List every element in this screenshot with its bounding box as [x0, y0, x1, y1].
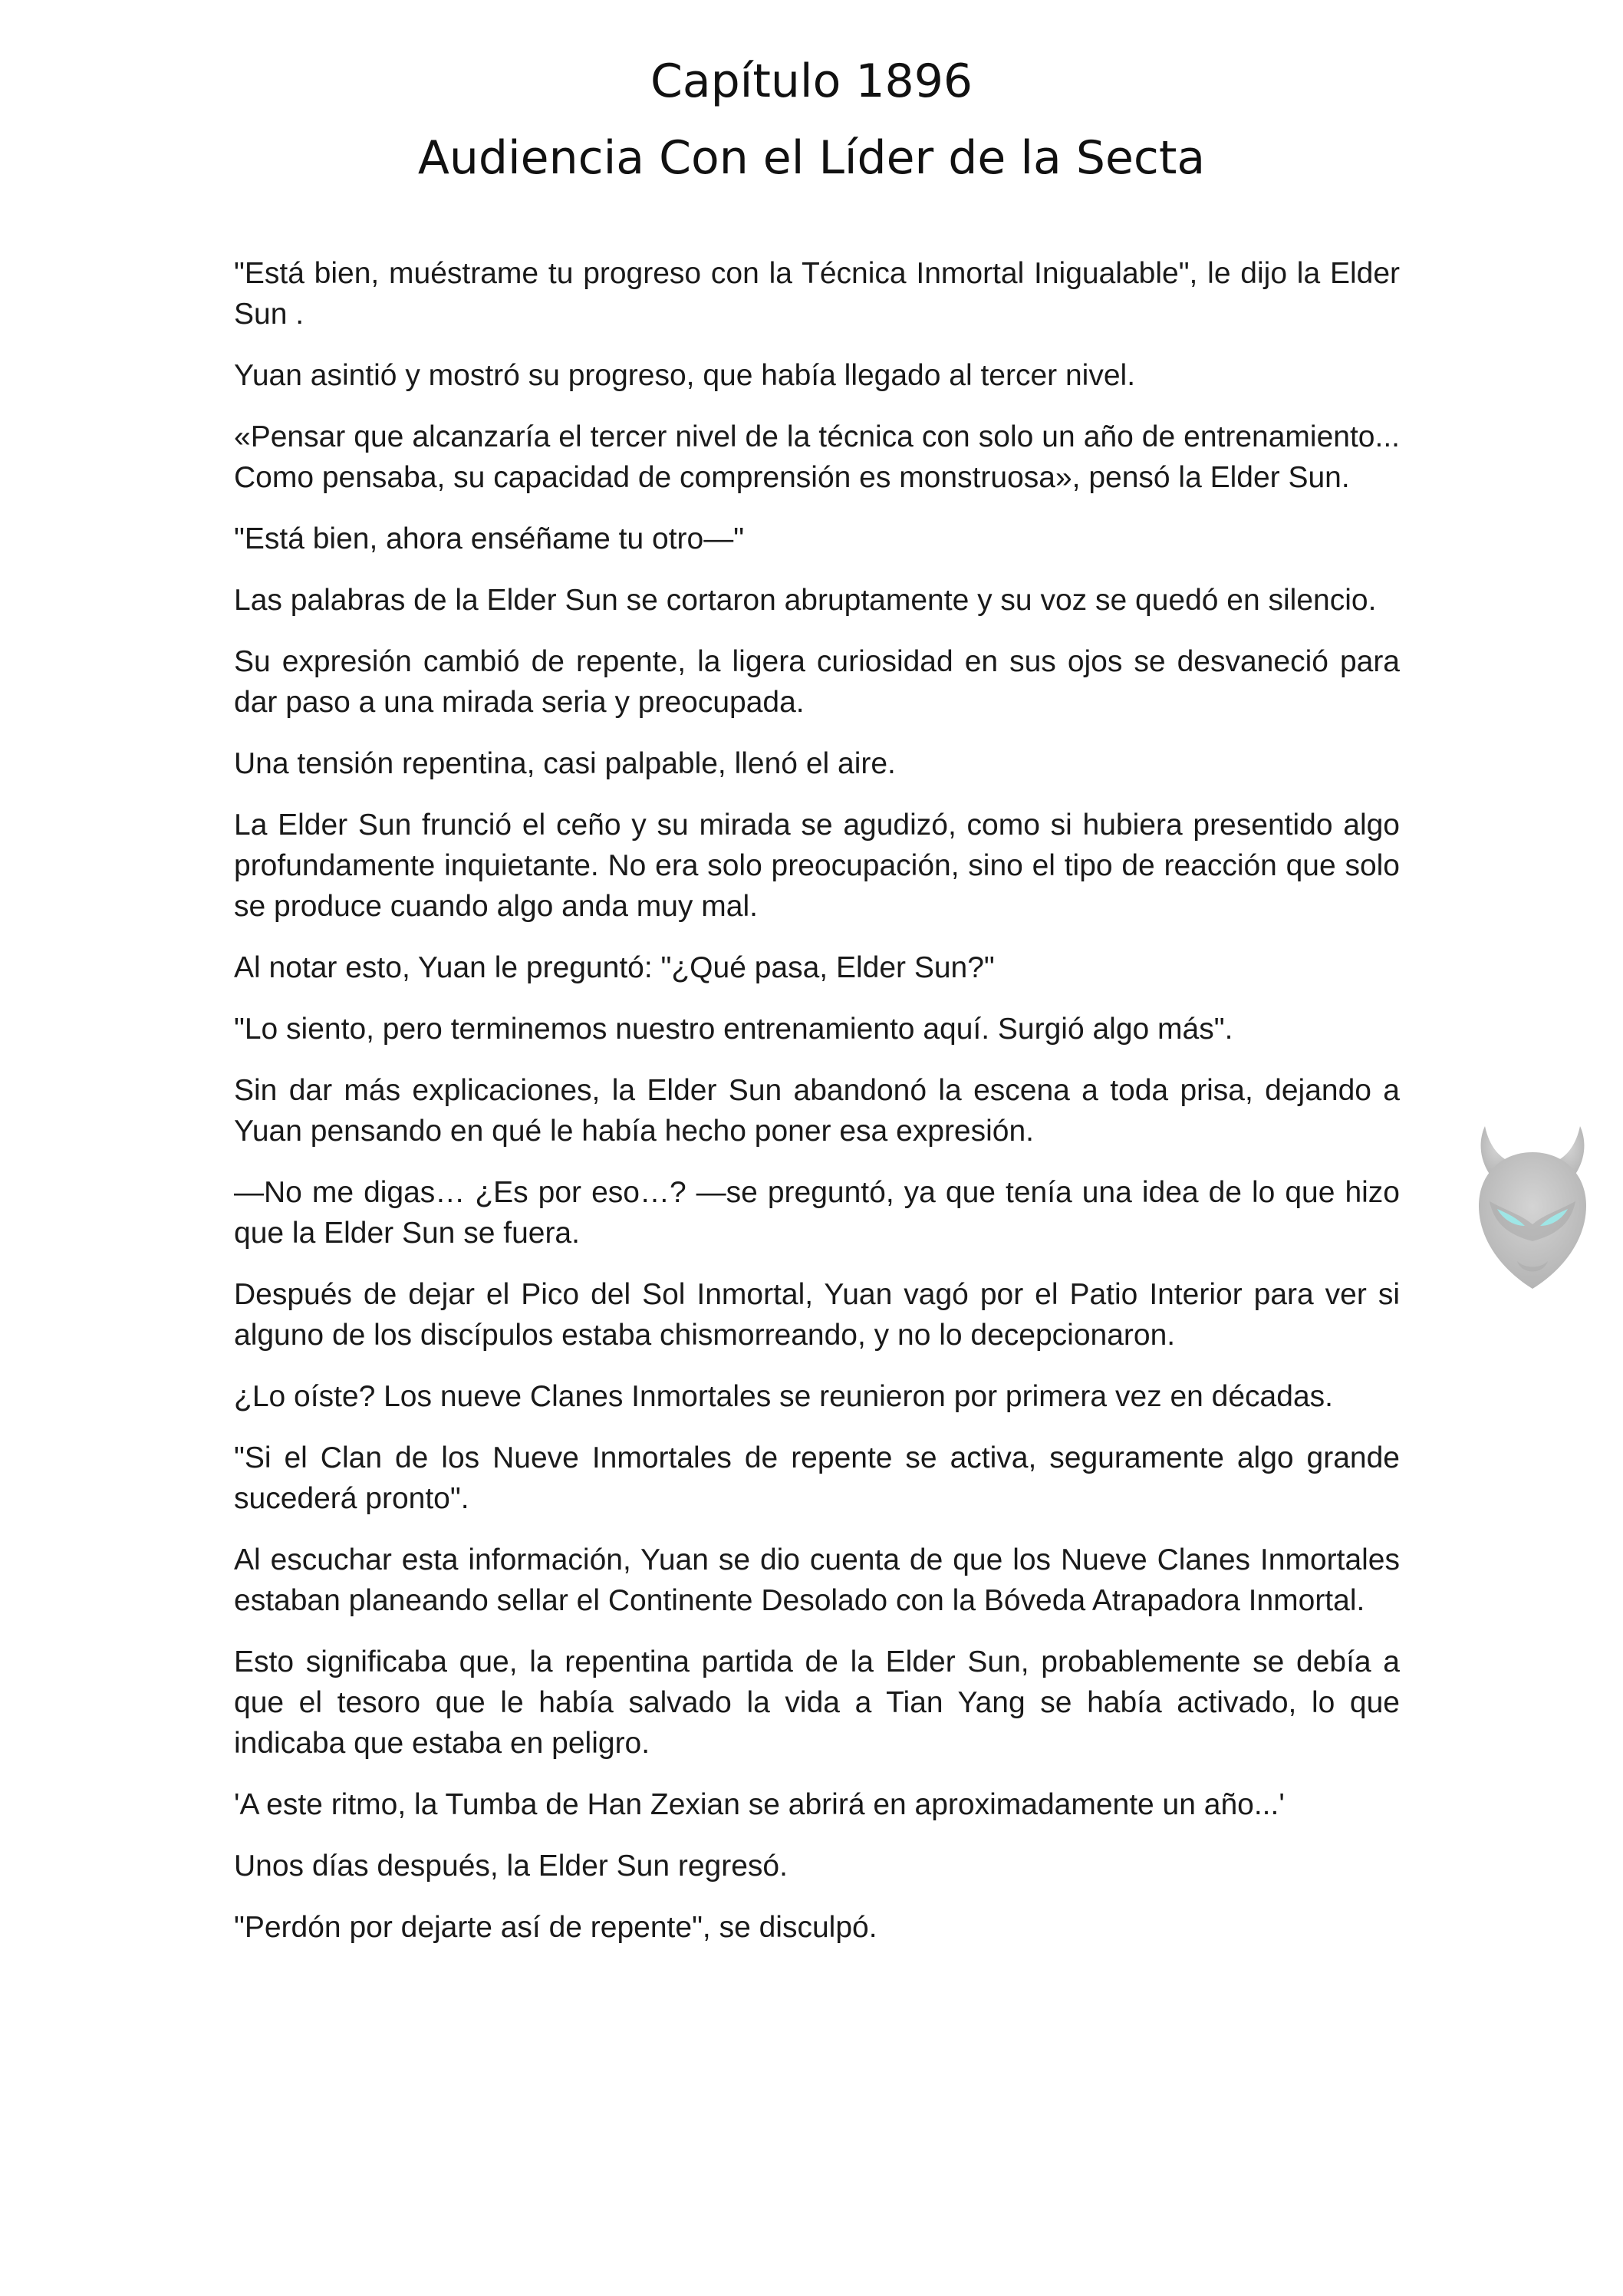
paragraph: Esto significaba que, la repentina partida de la Elder Sun, probablemente se debía a que el tesoro que le había salvado la vida a Tian Yang se había activado, lo que indicaba que estaba en peligro. — [234, 1645, 1400, 1760]
paragraph: Unos días después, la Elder Sun regresó. — [234, 1850, 788, 1883]
chapter-number: Capítulo 1896 — [650, 54, 973, 108]
paragraph: —No me digas… ¿Es por eso…? —se preguntó, ya que tenía una idea de lo que hizo que la Elder Sun se fuera. — [234, 1176, 1400, 1250]
paragraph: Al escuchar esta información, Yuan se dio cuenta de que los Nueve Clanes Inmortales estaban planeando sellar el Continente Desolado con la Bóveda Atrapadora Inmortal. — [234, 1543, 1400, 1617]
paragraph: 'A este ritmo, la Tumba de Han Zexian se abrirá en aproximadamente un año...' — [234, 1788, 1285, 1821]
chapter-title: Audiencia Con el Líder de la Secta — [417, 131, 1206, 185]
paragraph: Una tensión repentina, casi palpable, llenó el aire. — [234, 747, 896, 780]
paragraph: "Perdón por dejarte así de repente", se disculpó. — [234, 1911, 877, 1944]
chapter-heading — [0, 43, 1623, 196]
chapter-body — [234, 253, 1400, 1968]
demon-head-icon — [1463, 1126, 1602, 1291]
paragraph: Sin dar más explicaciones, la Elder Sun abandonó la escena a toda prisa, dejando a Yuan pensando en qué le había hecho poner esa expresión. — [234, 1074, 1400, 1148]
paragraph: La Elder Sun frunció el ceño y su mirada se agudizó, como si hubiera presentido algo profundamente inquietante. No era solo preocupación, sino el tipo de reacción que solo se produce cuando algo anda muy mal. — [234, 809, 1400, 923]
paragraph: Las palabras de la Elder Sun se cortaron abruptamente y su voz se quedó en silencio. — [234, 584, 1377, 617]
paragraph: Después de dejar el Pico del Sol Inmortal, Yuan vagó por el Patio Interior para ver si alguno de los discípulos estaba chismorreando, y no lo decepcionaron. — [234, 1278, 1400, 1352]
paragraph: Su expresión cambió de repente, la ligera curiosidad en sus ojos se desvaneció para dar paso a una mirada seria y preocupada. — [234, 645, 1400, 719]
paragraph: «Pensar que alcanzaría el tercer nivel de la técnica con solo un año de entrenamiento... Como pensaba, su capacidad de comprensión es monstruosa», pensó la Elder Sun. — [234, 420, 1400, 494]
paragraph: Yuan asintió y mostró su progreso, que había llegado al tercer nivel. — [234, 359, 1136, 392]
paragraph: ¿Lo oíste? Los nueve Clanes Inmortales se reunieron por primera vez en décadas. — [234, 1380, 1333, 1413]
paragraph: "Si el Clan de los Nueve Inmortales de repente se activa, seguramente algo grande sucederá pronto". — [234, 1441, 1400, 1515]
paragraph: "Lo siento, pero terminemos nuestro entrenamiento aquí. Surgió algo más". — [234, 1013, 1233, 1046]
paragraph: "Está bien, ahora enséñame tu otro—" — [234, 522, 745, 555]
paragraph: Al notar esto, Yuan le preguntó: "¿Qué pasa, Elder Sun?" — [234, 951, 995, 984]
paragraph: "Está bien, muéstrame tu progreso con la Técnica Inmortal Inigualable", le dijo la Elder Sun . — [234, 257, 1400, 331]
